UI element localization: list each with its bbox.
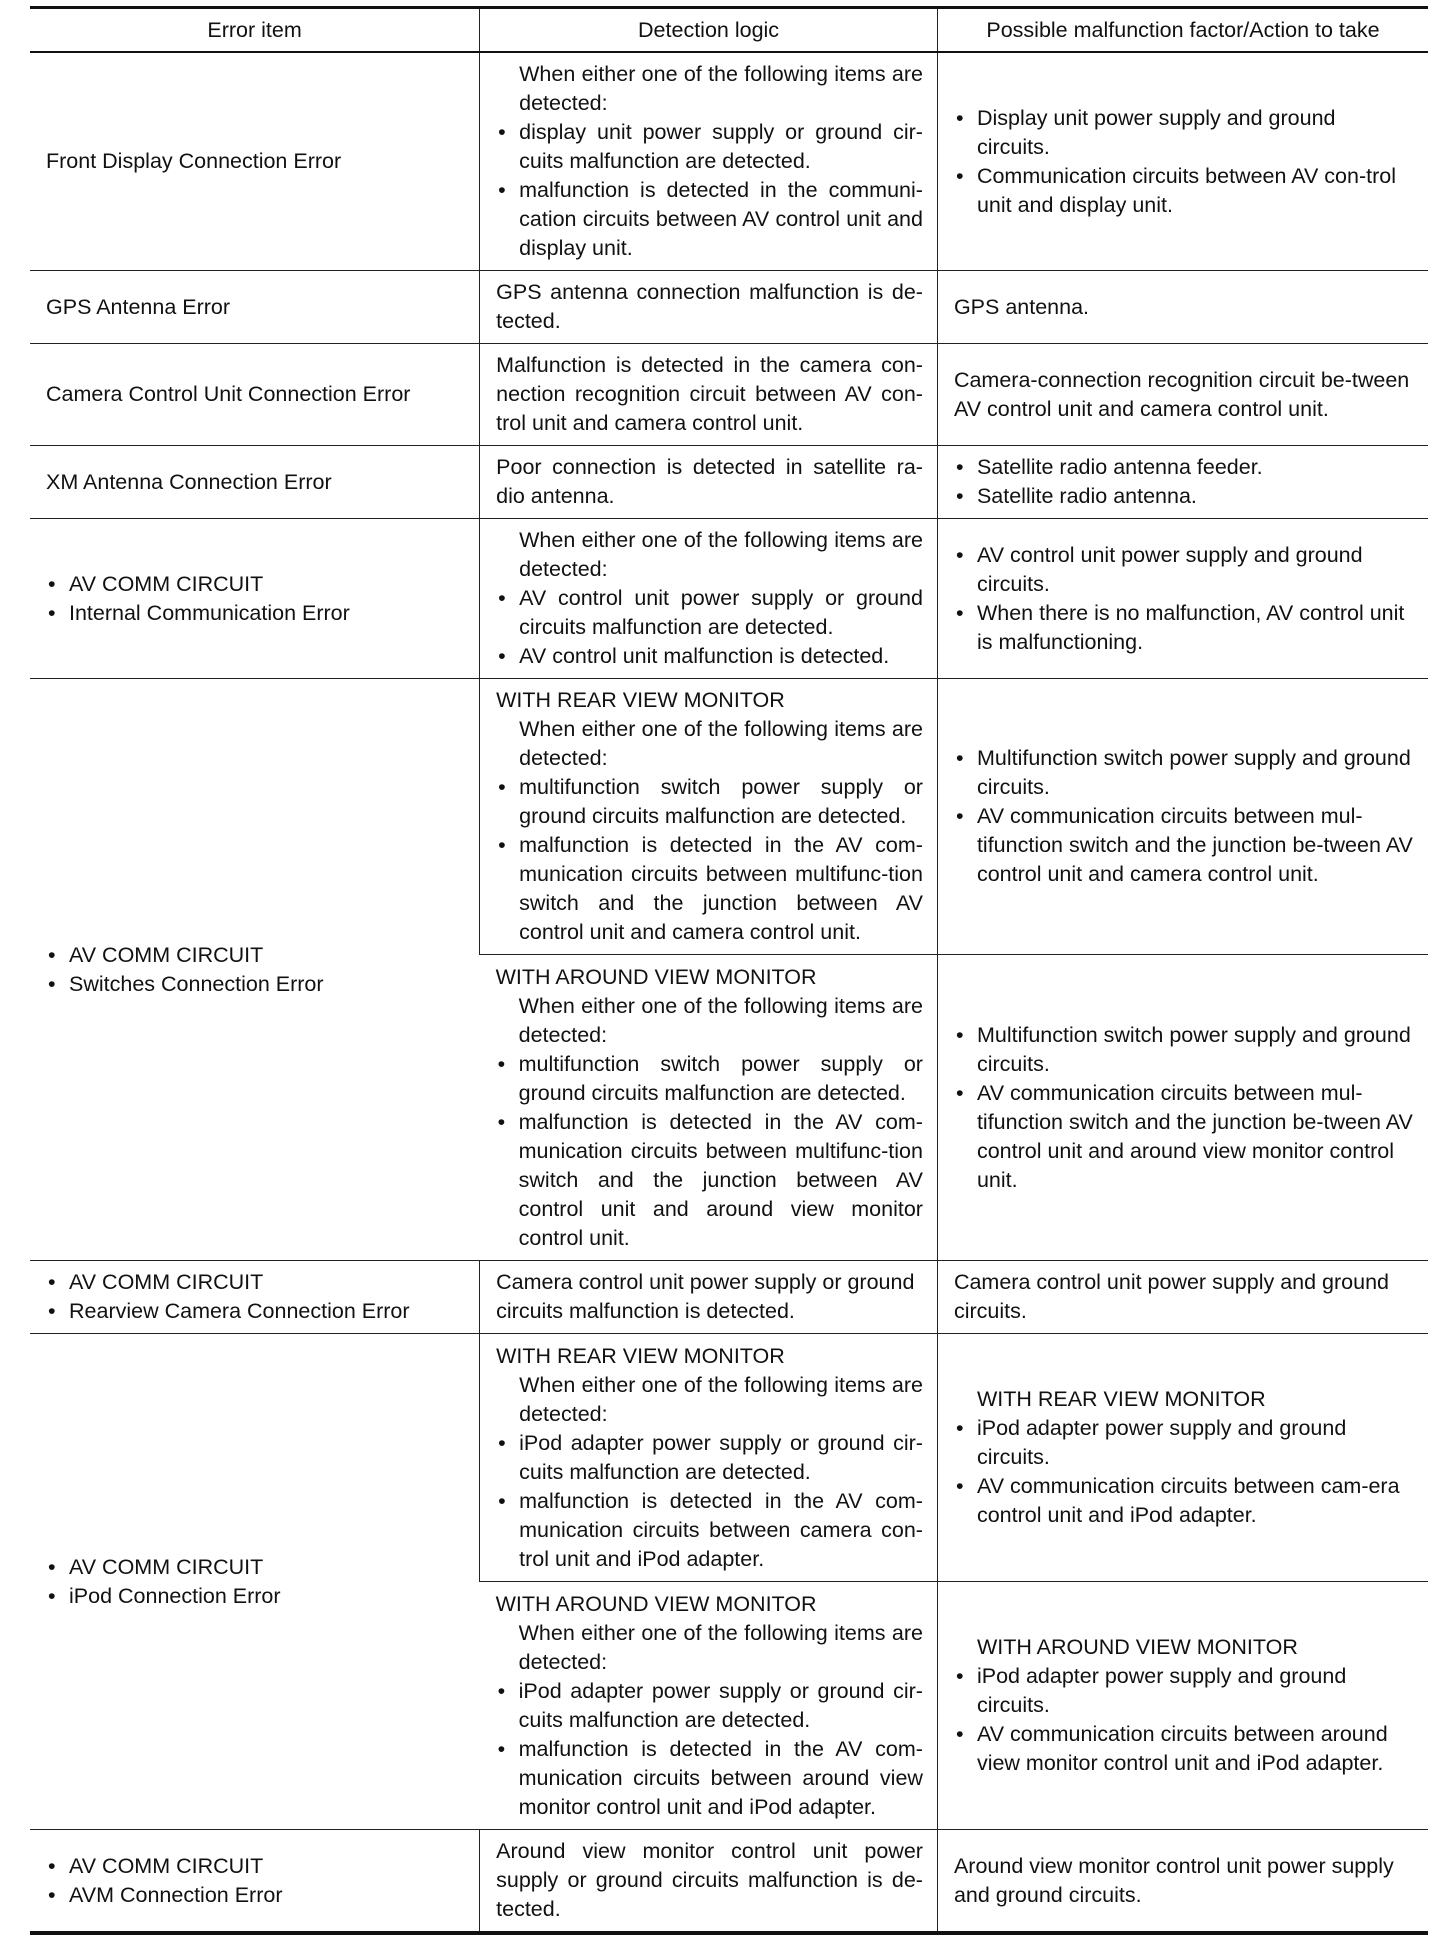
action-heading: WITH REAR VIEW MONITOR <box>976 1387 1266 1411</box>
detection-intro: When either one of the following items are detected: <box>518 1620 923 1674</box>
detection-intro: When either one of the following items are detected: <box>519 1372 923 1426</box>
detection-logic-cell <box>480 955 938 1261</box>
list-item: • display unit power supply or ground cir-cuits malfunction are detected. <box>496 118 923 176</box>
list-item: • iPod Connection Error <box>46 1582 465 1611</box>
list-item: • Multifunction switch power supply and ground circuits. <box>954 1021 1414 1079</box>
action-cell <box>937 519 1428 679</box>
list-item: • iPod adapter power supply and ground circuits. <box>954 1414 1414 1472</box>
detection-heading: WITH REAR VIEW MONITOR <box>496 688 785 712</box>
list-item: • AV COMM CIRCUIT <box>46 1268 465 1297</box>
error-item-list <box>46 1268 465 1326</box>
list-item: • Satellite radio antenna feeder. <box>954 453 1414 482</box>
detection-heading: WITH AROUND VIEW MONITOR <box>495 964 817 989</box>
table-row <box>30 519 1428 679</box>
action-heading: WITH AROUND VIEW MONITOR <box>976 1635 1298 1659</box>
error-item-list <box>46 1852 465 1910</box>
detection-logic-cell <box>480 1334 938 1582</box>
list-item: • AVM Connection Error <box>46 1881 465 1910</box>
list-item: • malfunction is detected in the AV com-munication circuits between around view monitor control unit and iPod adapter. <box>496 1735 923 1822</box>
error-item-list <box>46 1553 465 1611</box>
list-item: • Display unit power supply and ground circuits. <box>954 104 1414 162</box>
header-action: Possible malfunction factor/Action to take <box>937 8 1428 53</box>
header-error-item: Error item <box>30 8 480 53</box>
detection-heading: WITH AROUND VIEW MONITOR <box>495 1591 817 1616</box>
list-item: • When there is no malfunction, AV control unit is malfunctioning. <box>954 599 1414 657</box>
error-item-cell <box>30 1830 480 1934</box>
error-item-list <box>46 570 465 628</box>
list-item: • AV control unit power supply and ground circuits. <box>954 541 1414 599</box>
action-list <box>954 1414 1414 1530</box>
list-item: • multifunction switch power supply or ground circuits malfunction are detected. <box>496 773 923 831</box>
list-item: • Internal Communication Error <box>46 599 465 628</box>
detection-logic-cell: Around view monitor control unit power supply or ground circuits malfunction is de-tected. <box>480 1830 938 1934</box>
table-row <box>30 344 1428 446</box>
detection-list <box>496 1050 923 1253</box>
detection-logic-cell <box>480 52 938 271</box>
list-item: • AV communication circuits between cam-era control unit and iPod adapter. <box>954 1472 1414 1530</box>
table-row <box>30 1261 1428 1334</box>
action-cell <box>937 446 1428 519</box>
list-item: • AV communication circuits between mul-tifunction switch and the junction be-tween AV control unit and around view monitor control unit. <box>954 1079 1414 1195</box>
list-item: • iPod adapter power supply or ground cir-cuits malfunction are detected. <box>496 1429 923 1487</box>
action-list <box>954 744 1414 889</box>
detection-list <box>496 1677 923 1822</box>
detection-intro: When either one of the following items are detected: <box>518 993 923 1047</box>
list-item: • Satellite radio antenna. <box>954 482 1414 511</box>
action-cell <box>937 679 1428 955</box>
detection-logic-cell: GPS antenna connection malfunction is de-tected. <box>480 271 938 344</box>
error-item-cell: Front Display Connection Error <box>30 52 480 271</box>
detection-heading: WITH REAR VIEW MONITOR <box>496 1343 785 1368</box>
action-list <box>954 453 1414 511</box>
action-list <box>954 104 1414 220</box>
list-item: • iPod adapter power supply or ground cir-cuits malfunction are detected. <box>496 1677 923 1735</box>
list-item: • AV control unit malfunction is detected. <box>496 642 923 671</box>
table-row <box>30 1334 1428 1582</box>
list-item: • malfunction is detected in the AV com-munication circuits between multifunc-tion switch and the junction between AV control unit and around view monitor control unit. <box>496 1108 923 1253</box>
detection-logic-cell <box>480 1582 938 1830</box>
list-item: • Communication circuits between AV con-trol unit and display unit. <box>954 162 1414 220</box>
detection-logic-cell <box>480 679 938 955</box>
header-detection-logic: Detection logic <box>480 8 938 53</box>
action-cell <box>937 52 1428 271</box>
error-item-cell: Camera Control Unit Connection Error <box>30 344 480 446</box>
list-item: • AV COMM CIRCUIT <box>46 570 465 599</box>
action-list <box>954 1662 1414 1778</box>
table-row <box>30 679 1428 955</box>
error-table <box>30 6 1428 1935</box>
error-item-cell <box>30 679 480 1261</box>
list-item: • AV COMM CIRCUIT <box>46 1852 465 1881</box>
document-page <box>30 6 1428 1935</box>
action-cell: Around view monitor control unit power supply and ground circuits. <box>937 1830 1428 1934</box>
action-cell: Camera-connection recognition circuit be-tween AV control unit and camera control unit. <box>937 344 1428 446</box>
list-item: • iPod adapter power supply and ground circuits. <box>954 1662 1414 1720</box>
action-cell <box>937 1334 1428 1582</box>
detection-intro: When either one of the following items are detected: <box>519 717 923 770</box>
list-item: • AV communication circuits between around view monitor control unit and iPod adapter. <box>954 1720 1414 1778</box>
table-row <box>30 271 1428 344</box>
list-item: • Switches Connection Error <box>46 970 465 999</box>
list-item: • malfunction is detected in the AV com-munication circuits between multifunc-tion switch and the junction between AV control unit and camera control unit. <box>496 831 923 947</box>
action-cell: GPS antenna. <box>937 271 1428 344</box>
header-row <box>30 8 1428 53</box>
action-cell <box>937 955 1428 1261</box>
list-item: • malfunction is detected in the communi-cation circuits between AV control unit and display unit. <box>496 176 923 263</box>
error-item-cell: GPS Antenna Error <box>30 271 480 344</box>
detection-list <box>496 773 923 947</box>
action-cell: Camera control unit power supply and ground circuits. <box>937 1261 1428 1334</box>
list-item: • AV COMM CIRCUIT <box>46 1553 465 1582</box>
list-item: • AV communication circuits between mul-tifunction switch and the junction be-tween AV control unit and camera control unit. <box>954 802 1414 889</box>
action-cell <box>937 1582 1428 1830</box>
detection-logic-cell <box>480 519 938 679</box>
list-item: • Multifunction switch power supply and ground circuits. <box>954 744 1414 802</box>
detection-list <box>496 1429 923 1574</box>
table-row <box>30 446 1428 519</box>
detection-intro: When either one of the following items are detected: <box>519 528 923 581</box>
detection-list <box>496 118 923 263</box>
error-item-cell <box>30 519 480 679</box>
table-row <box>30 1830 1428 1934</box>
error-item-cell: XM Antenna Connection Error <box>30 446 480 519</box>
detection-logic-cell: Camera control unit power supply or ground circuits malfunction is detected. <box>480 1261 938 1334</box>
detection-logic-cell: Poor connection is detected in satellite ra-dio antenna. <box>480 446 938 519</box>
action-list <box>954 541 1414 657</box>
detection-logic-cell: Malfunction is detected in the camera con-nection recognition circuit between AV con-trol unit and camera control unit. <box>480 344 938 446</box>
list-item: • Rearview Camera Connection Error <box>46 1297 465 1326</box>
list-item: • AV COMM CIRCUIT <box>46 941 465 970</box>
table-row <box>30 52 1428 271</box>
detection-intro: When either one of the following items are detected: <box>519 62 923 115</box>
error-item-cell <box>30 1261 480 1334</box>
list-item: • malfunction is detected in the AV com-munication circuits between camera con-trol unit and iPod adapter. <box>496 1487 923 1574</box>
list-item: • AV control unit power supply or ground circuits malfunction are detected. <box>496 584 923 642</box>
action-list <box>954 1021 1414 1195</box>
list-item: • multifunction switch power supply or ground circuits malfunction are detected. <box>496 1050 923 1108</box>
error-item-list <box>46 941 465 999</box>
error-item-cell <box>30 1334 480 1830</box>
detection-list <box>496 584 923 671</box>
